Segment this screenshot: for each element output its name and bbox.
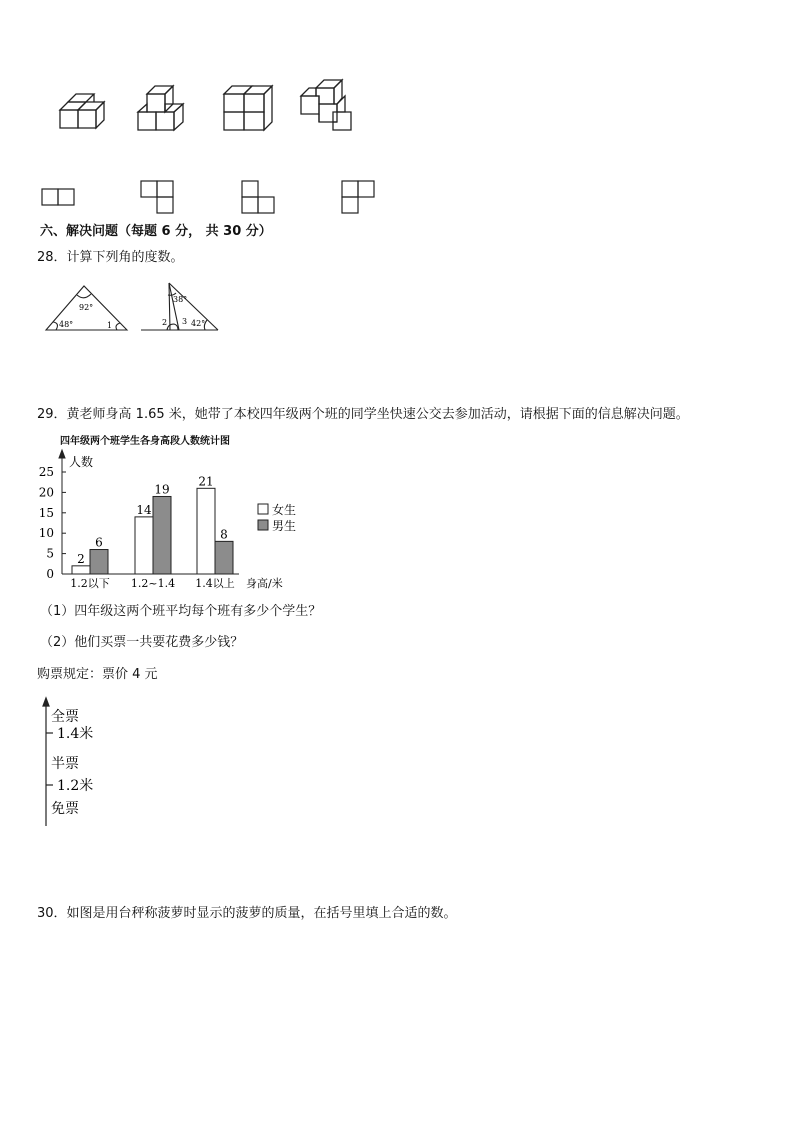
bar-value-label: 19 <box>154 482 170 497</box>
bar-boys <box>153 496 171 574</box>
y-tick-label: 25 <box>38 465 54 479</box>
cube-figure-1 <box>60 94 104 128</box>
view-shape-3 <box>242 181 274 213</box>
bar-boys <box>90 550 108 574</box>
question-28-text: 28．计算下列角的度数。 <box>37 250 184 265</box>
cube-figures <box>0 0 794 230</box>
view-shape-1 <box>42 189 74 205</box>
cube-figure-2 <box>138 86 183 130</box>
bar-value-label: 6 <box>95 535 103 550</box>
ticket-rule: 购票规定：票价 4 元 <box>37 667 158 682</box>
triangle2-top-label: 38° <box>173 295 188 304</box>
question-29-text: 29．黄老师身高 1.65 米，她带了本校四年级两个班的同学坐快速公交去参加活动，请根据下面的信息解决问题。 <box>37 407 689 422</box>
y-tick-label: 20 <box>38 485 54 500</box>
triangle2-angle2-label: 2 <box>162 318 168 327</box>
ticket-height2-label: 1.2米 <box>57 778 94 794</box>
question-29-sub1: （1）四年级这两个班平均每个班有多少个学生？ <box>40 604 322 619</box>
bar-value-label: 21 <box>198 474 214 489</box>
chart-title: 四年级两个班学生各身高段人数统计图 <box>60 436 230 447</box>
ticket-free-label: 免票 <box>51 801 79 817</box>
view-shape-4 <box>342 181 374 213</box>
bar-boys <box>215 541 233 574</box>
ticket-diagram <box>40 697 120 827</box>
cube-figure-3 <box>224 86 272 130</box>
legend-label: 女生 <box>272 503 297 517</box>
chart-ylabel: 人数 <box>69 455 94 469</box>
bar-chart <box>36 448 306 593</box>
triangle-figure-2 <box>141 281 221 331</box>
cube-figure-4 <box>301 80 351 130</box>
ticket-half-label: 半票 <box>51 756 79 772</box>
ticket-height1-label: 1.4米 <box>57 726 94 742</box>
section-heading: 六、解决问题（每题 6 分， 共 30 分） <box>40 224 272 239</box>
ticket-full-label: 全票 <box>51 709 79 725</box>
bar-girls <box>135 517 153 574</box>
question-30-text: 30．如图是用台秤称菠萝时显示的菠萝的质量，在括号里填上合适的数。 <box>37 906 457 921</box>
legend-swatch <box>258 504 268 514</box>
x-category-label: 1.2~1.4 <box>130 577 176 590</box>
bar-value-label: 8 <box>220 527 228 542</box>
legend-swatch <box>258 520 268 530</box>
triangle1-right-label: 1 <box>107 321 113 330</box>
view-shape-2 <box>141 181 173 213</box>
bar-girls <box>72 566 90 574</box>
y-tick-label: 5 <box>46 546 54 561</box>
y-tick-label: 15 <box>38 505 54 520</box>
triangle1-left-label: 48° <box>59 320 74 329</box>
bar-value-label: 2 <box>77 551 85 566</box>
x-category-label: 1.2以下 <box>70 577 110 590</box>
x-category-label: 1.4以上 <box>195 577 235 590</box>
triangle2-right-label: 42° <box>191 319 206 328</box>
question-29-sub2: （2）他们买票一共要花费多少钱？ <box>40 635 244 650</box>
legend-label: 男生 <box>272 519 297 533</box>
y-tick-label: 10 <box>38 526 54 541</box>
bar-value-label: 14 <box>136 502 152 517</box>
triangle-figure-1 <box>44 283 134 333</box>
chart-xlabel: 身高/米 <box>246 577 283 590</box>
triangle2-angle3-label: 3 <box>182 317 188 326</box>
y-tick-label: 0 <box>46 567 54 581</box>
triangle1-top-label: 92° <box>79 303 94 312</box>
bar-girls <box>197 488 215 574</box>
